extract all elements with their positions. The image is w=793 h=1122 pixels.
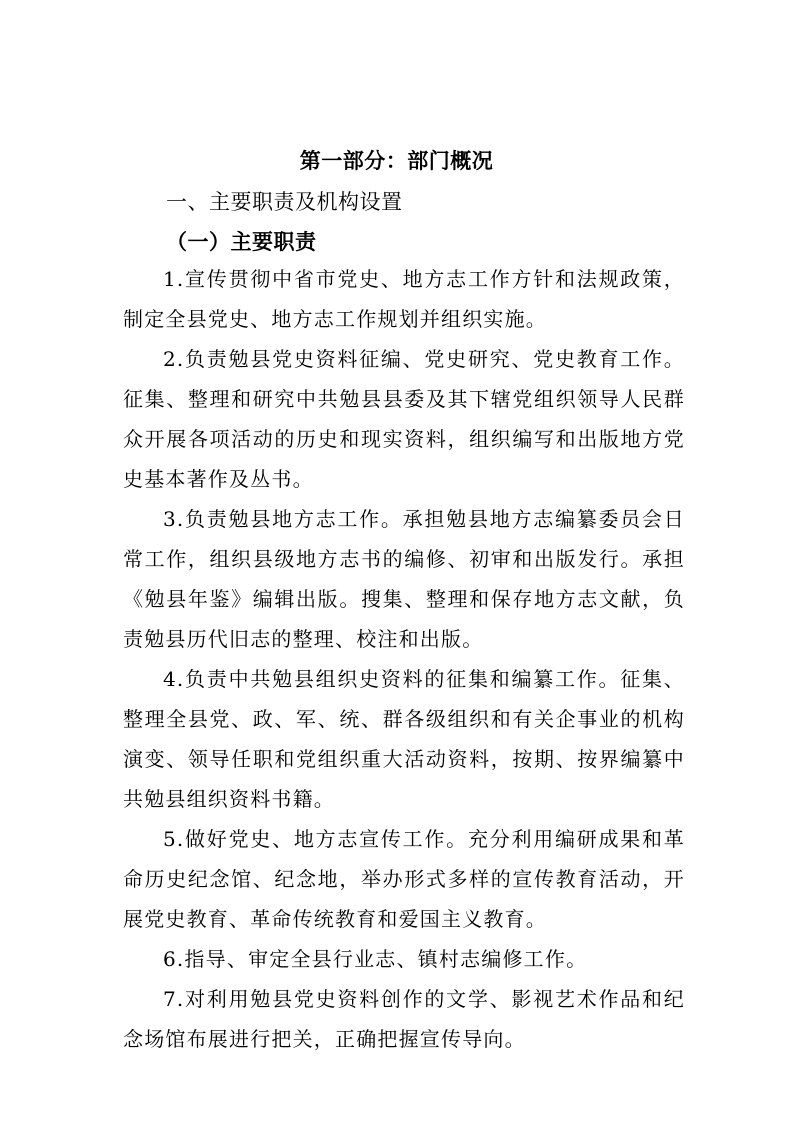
paragraph-5: 5.做好党史、地方志宣传工作。充分利用编研成果和革命历史纪念馆、纪念地，举办形式多样的宣传教育活动，开展党史教育、革命传统教育和爱国主义教育。	[123, 827, 685, 931]
page-title: 第一部分：部门概况	[299, 149, 494, 173]
paragraph-3: 3.负责勉县地方志工作。承担勉县地方志编纂委员会日常工作，组织县级地方志书的编修、初审和出版发行。承担《勉县年鉴》编辑出版。搜集、整理和保存地方志文献，负责勉县历代旧志的整理、校注和出版。	[123, 507, 685, 651]
paragraph-6: 6.指导、审定全县行业志、镇村志编修工作。	[163, 947, 588, 971]
body-text	[123, 259, 685, 1059]
paragraph-2: 2.负责勉县党史资料征编、党史研究、党史教育工作。征集、整理和研究中共勉县县委及其下辖党组织领导人民群众开展各项活动的历史和现实资料，组织编写和出版地方党史基本著作及丛书。	[123, 347, 685, 491]
subsection-heading: （一）主要职责	[166, 229, 317, 254]
paragraph-1: 1.宣传贯彻中省市党史、地方志工作方针和法规政策，制定全县党史、地方志工作规划并组织实施。	[123, 267, 685, 331]
paragraph-4: 4.负责中共勉县组织史资料的征集和编纂工作。征集、整理全县党、政、军、统、群各级组织和有关企事业的机构演变、领导任职和党组织重大活动资料，按期、按界编纂中共勉县组织资料书籍。	[123, 667, 685, 811]
section-heading: 一、主要职责及机构设置	[166, 190, 403, 214]
paragraph-7: 7.对利用勉县党史资料创作的文学、影视艺术作品和纪念场馆布展进行把关，正确把握宣传导向。	[123, 987, 685, 1051]
